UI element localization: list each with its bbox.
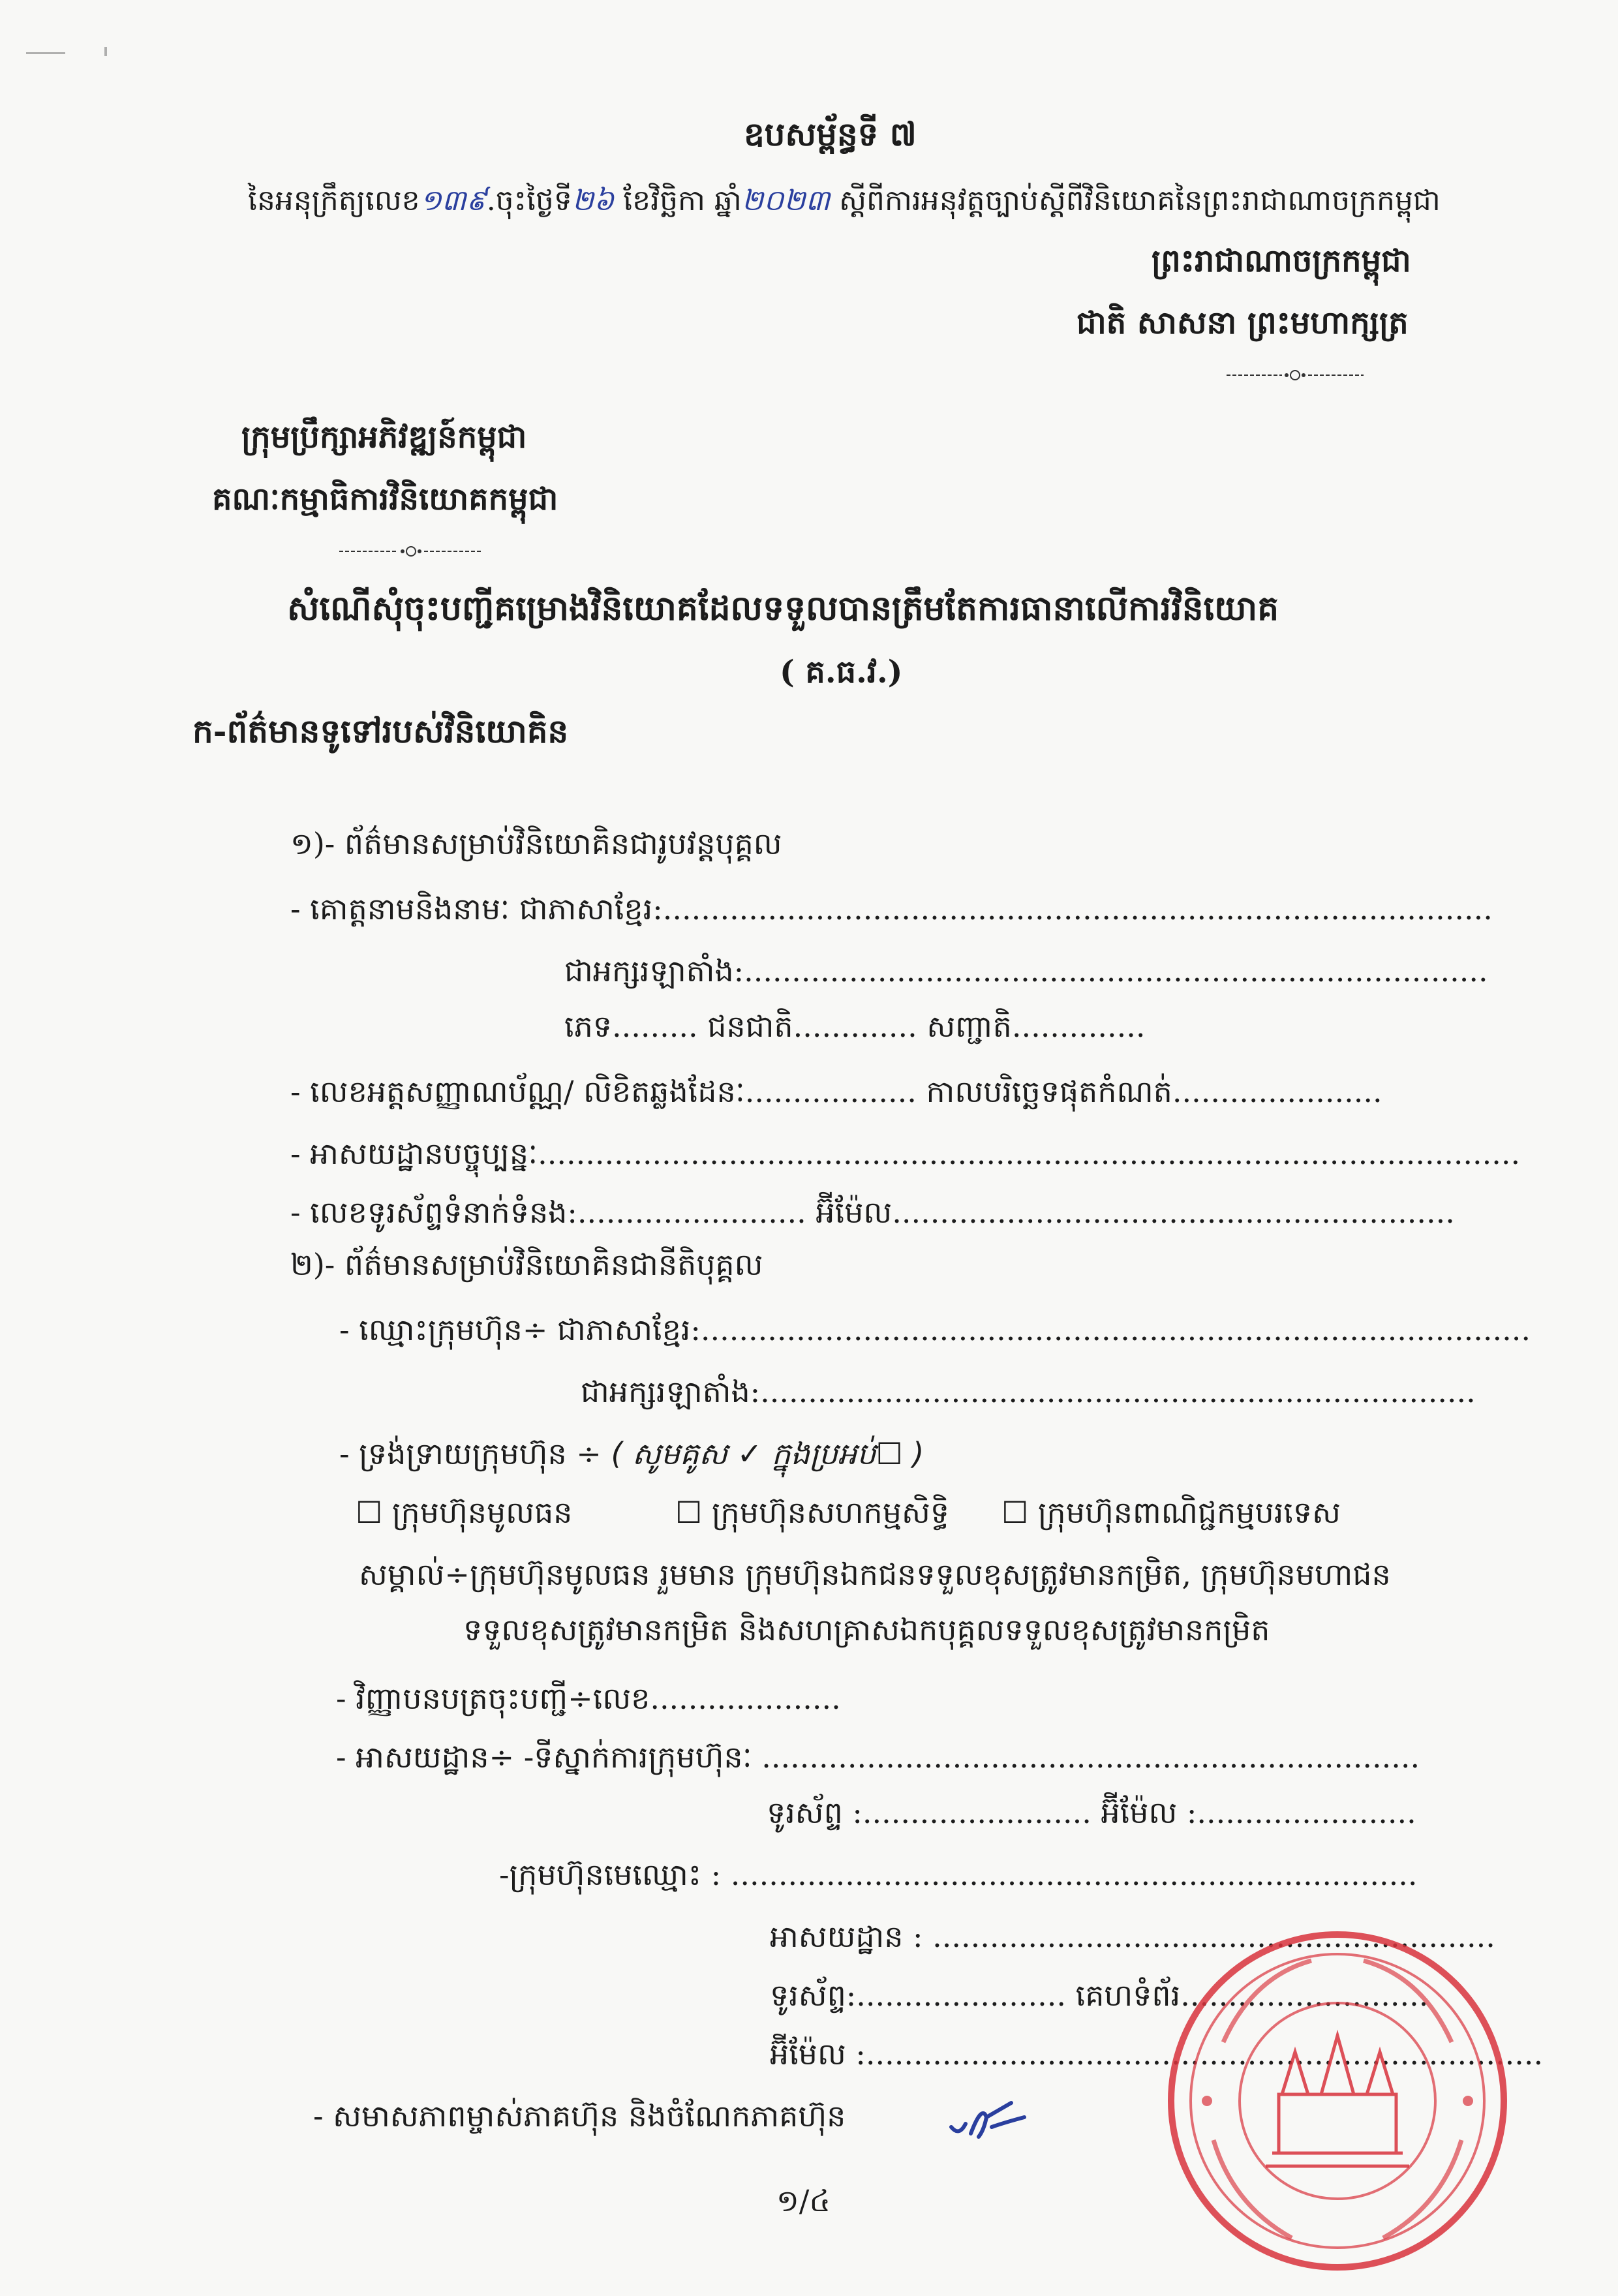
- sex-nationality-field[interactable]: ភេទ......... ជនជាតិ............. សញ្ជាតិ..............: [564, 1009, 1146, 1044]
- form-code: ( គ.ធ.វ.): [780, 654, 903, 690]
- ornament-divider-icon: [339, 545, 483, 558]
- annex-title: ឧបសម្ព័ន្ធទី ៧: [744, 115, 917, 153]
- company-name-latin-field[interactable]: ជាអក្សរឡាតាំង:...........................................................................: [581, 1374, 1476, 1409]
- decree-number-handwritten: ១៣៩: [420, 184, 487, 217]
- parent-company-phone-website-field[interactable]: ទូរស័ព្ទ:...................... គេហទំព័រ..........................: [770, 1978, 1429, 2013]
- company-name-khmer-field[interactable]: - ឈ្មោះក្រុមហ៊ុន÷ ជាភាសាខ្មែរ:.......................................................................................: [339, 1312, 1531, 1347]
- contact-phone-email-field[interactable]: - លេខទូរស័ព្ទទំនាក់ទំនង:........................ អ៊ីម៉ែល...........................................................: [290, 1195, 1455, 1230]
- national-motto: ជាតិ សាសនា ព្រះមហាក្សត្រ: [1076, 305, 1409, 341]
- company-form-hint: ( សូមគូស ✓ ក្នុងប្រអប់☐ ): [611, 1436, 924, 1471]
- company-form-row: [339, 1435, 924, 1479]
- decree-mid-2: ខែវិច្ឆិកា ឆ្នាំ: [614, 184, 742, 217]
- scan-speck: [104, 47, 107, 56]
- part2-heading: ២)- ព័ត៌មានសម្រាប់វិនិយោគិនជានីតិបុគ្គល: [290, 1247, 763, 1282]
- decree-day-handwritten: ២៦: [572, 184, 615, 217]
- individual-name-khmer-field[interactable]: - គោត្តនាមនិងនាមៈ ជាភាសាខ្មែរ:.......................................................................................: [290, 891, 1493, 926]
- section-a-heading: ក-ព័ត៌មានទូទៅរបស់វិនិយោគិន: [192, 712, 569, 750]
- option-partnership-checkbox[interactable]: ☐ ក្រុមហ៊ុនសហកម្មសិទ្ធិ: [675, 1495, 949, 1530]
- part1-heading: ១)- ព័ត៌មានសម្រាប់វិនិយោគិនជារូបវន្តបុគ្គល: [290, 826, 782, 861]
- decree-prefix: នៃអនុក្រឹត្យលេខ: [248, 184, 420, 217]
- headquarters-address-field[interactable]: - អាសយដ្ឋាន÷ -ទីស្នាក់ការក្រុមហ៊ុនៈ .....................................................................: [336, 1739, 1420, 1775]
- scan-speck: [26, 52, 65, 54]
- id-passport-field[interactable]: - លេខអត្តសញ្ញាណប័ណ្ណ/ លិខិតឆ្លងដែនៈ.................. កាលបរិច្ឆេទផុតកំណត់......................: [290, 1074, 1382, 1109]
- company-type-note-1: សម្គាល់÷ក្រុមហ៊ុនមូលធន រួមមាន ក្រុមហ៊ុនឯកជនទទួលខុសត្រូវមានកម្រិត, ក្រុមហ៊ុនមហាជន: [359, 1557, 1391, 1592]
- handwritten-initial-signature: [946, 2098, 1031, 2150]
- current-address-field[interactable]: - អាសយដ្ឋានបច្ចុប្បន្នៈ.......................................................................................................: [290, 1136, 1521, 1171]
- option-capital-company-checkbox[interactable]: ☐ ក្រុមហ៊ុនមូលធន: [356, 1495, 573, 1530]
- shareholders-composition-line: - សមាសភាពម្ចាស់ភាគហ៊ុន និងចំណែកភាគហ៊ុន: [313, 2098, 846, 2134]
- company-form-label: - ទ្រង់ទ្រាយក្រុមហ៊ុន ÷: [339, 1436, 602, 1471]
- form-title: សំណើសុំចុះបញ្ជីគម្រោងវិនិយោគដែលទទួលបានត្រឹមតែការធានាលើការវិនិយោគ: [287, 589, 1279, 628]
- parent-company-address-field[interactable]: អាសយដ្ឋាន : ...........................................................: [770, 1919, 1495, 1954]
- headquarters-phone-email-field[interactable]: ទូរស័ព្ទ :........................ អ៊ីម៉ែល :.......................: [767, 1795, 1416, 1830]
- company-type-note-2: ទទួលខុសត្រូវមានកម្រិត និងសហគ្រាសឯកបុគ្គលទទួលខុសត្រូវមានកម្រិត: [463, 1612, 1270, 1647]
- decree-mid-1: .ចុះថ្ងៃទី: [486, 184, 572, 217]
- ornament-divider-icon: [1227, 369, 1364, 382]
- issuer-council: ក្រុមប្រឹក្សាអភិវឌ្ឍន៍កម្ពុជា: [241, 419, 527, 455]
- decree-suffix: ស្តីពីការអនុវត្តច្បាប់ស្តីពីវិនិយោគនៃព្រះរាជាណាចក្រកម្ពុជា: [830, 184, 1441, 217]
- option-foreign-business-checkbox[interactable]: ☐ ក្រុមហ៊ុនពាណិជ្ជកម្មបរទេស: [1001, 1495, 1341, 1530]
- decree-reference: [248, 183, 1441, 224]
- issuer-committee: គណៈកម្មាធិការវិនិយោគកម្ពុជា: [212, 481, 558, 517]
- kingdom-name: ព្រះរាជាណាចក្រកម្ពុជា: [1152, 243, 1411, 279]
- parent-company-name-field[interactable]: -ក្រុមហ៊ុនមេឈ្មោះ : ........................................................................: [499, 1857, 1418, 1892]
- official-stamp-seal: [1161, 1925, 1514, 2277]
- parent-company-email-field[interactable]: អ៊ីម៉ែល :.......................................................................: [770, 2036, 1544, 2072]
- registration-certificate-field[interactable]: - វិញ្ញាបនបត្រចុះបញ្ជី÷លេខ....................: [336, 1681, 841, 1716]
- individual-name-latin-field[interactable]: ជាអក្សរឡាតាំង:..............................................................................: [564, 953, 1488, 988]
- page-number: ១/៤: [776, 2183, 831, 2218]
- decree-year-handwritten: ២០២៣: [741, 184, 831, 217]
